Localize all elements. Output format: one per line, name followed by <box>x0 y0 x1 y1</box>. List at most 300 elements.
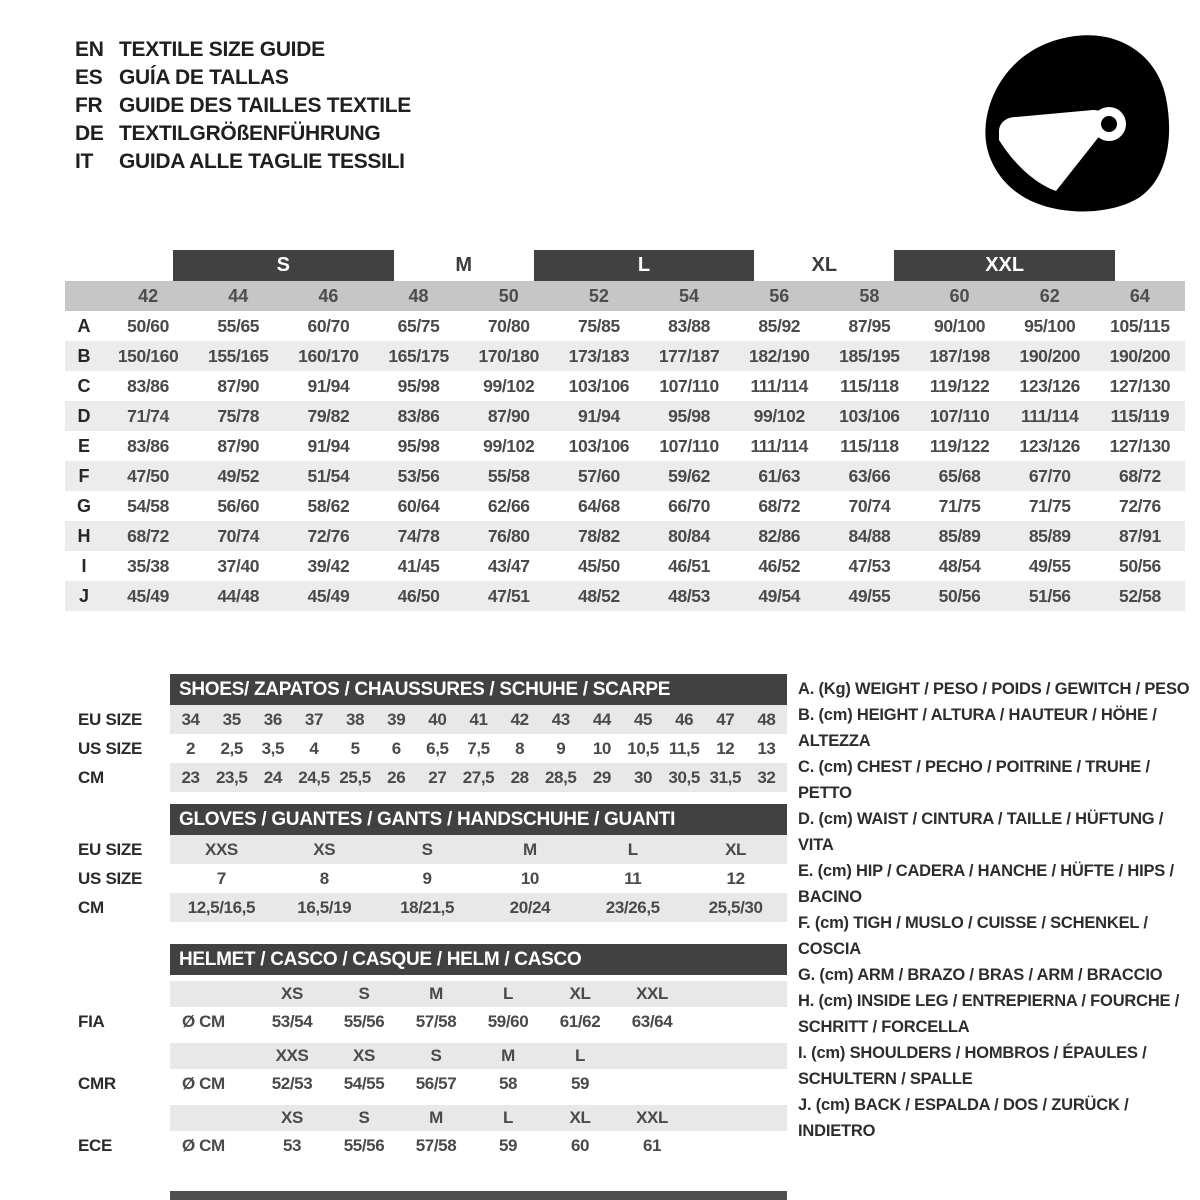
measurement-value: 65/75 <box>397 315 440 336</box>
measurement-value: 51/56 <box>1028 585 1071 606</box>
size-value: 4 <box>309 738 319 758</box>
size-value: 44 <box>592 709 611 729</box>
size-value: 12 <box>726 868 745 888</box>
size-value: 37 <box>304 709 324 729</box>
size-value: 18/21,5 <box>400 897 455 917</box>
legend-item: G. (cm) ARM / BRAZO / BRAS / ARM / BRACCIO <box>798 966 1163 984</box>
measurement-value: 45/49 <box>127 585 169 606</box>
size-value: 6,5 <box>426 738 449 758</box>
measurement-value: 47/50 <box>127 465 169 486</box>
helmet-size-label: S <box>358 984 370 1003</box>
measurement-value: 95/98 <box>668 405 710 426</box>
helmet-size-label: M <box>429 984 443 1003</box>
size-value: 7,5 <box>467 738 490 758</box>
gloves-section-title: GLOVES / GUANTES / GANTS / HANDSCHUHE / GUANTI <box>170 804 787 835</box>
size-value: 43 <box>551 709 570 729</box>
size-value: 27,5 <box>462 767 495 787</box>
guide-title: GUÍA DE TALLAS <box>119 66 289 89</box>
shoes-section-title: SHOES/ ZAPATOS / CHAUSSURES / SCHUHE / SCARPE <box>170 674 787 705</box>
legend-item: A. (Kg) WEIGHT / PESO / POIDS / GEWITCH / PESO <box>798 680 1190 698</box>
measurement-value: 155/165 <box>208 345 269 366</box>
section-title-row <box>60 804 790 835</box>
row-values <box>170 705 787 734</box>
measurement-value: 119/122 <box>929 375 990 396</box>
size-number: 48 <box>408 285 429 306</box>
measurement-value: 46/50 <box>397 585 440 606</box>
measurement-value: 95/100 <box>1024 315 1076 336</box>
measurement-value: 87/90 <box>217 375 260 396</box>
measurement-value: 95/98 <box>397 375 440 396</box>
size-value: 10 <box>592 738 611 758</box>
measurement-value: 49/55 <box>848 585 891 606</box>
helmet-section-title: HELMET / CASCO / CASQUE / HELM / CASCO <box>170 944 787 975</box>
measurement-value: 103/106 <box>568 375 630 396</box>
measurement-value: 72/76 <box>1119 495 1161 516</box>
measurement-value: 59/62 <box>668 465 710 486</box>
measurement-value: 160/170 <box>298 345 359 366</box>
legend-item: B. (cm) HEIGHT / ALTURA / HAUTEUR / HÖHE / ALTEZZA <box>798 706 1157 750</box>
measurement-value: 182/190 <box>749 345 810 366</box>
helmet-size-label: L <box>503 1108 513 1127</box>
helmet-size-value: 59 <box>570 1074 590 1093</box>
measurement-value: 58/62 <box>307 495 350 516</box>
measurement-value: 55/65 <box>217 315 260 336</box>
measurement-value: 173/183 <box>568 345 630 366</box>
measurement-value: 107/110 <box>929 405 990 426</box>
row-letter: I <box>81 555 87 576</box>
size-number: 52 <box>588 285 609 306</box>
table-row <box>60 734 790 763</box>
measurement-value: 79/82 <box>307 405 350 426</box>
size-group-row <box>65 250 1185 281</box>
helmet-size-label: XL <box>569 984 591 1003</box>
size-value: 31,5 <box>709 767 742 787</box>
shoes-size-table <box>60 674 790 792</box>
measurement-value: 80/84 <box>668 525 710 546</box>
language-title-row <box>75 120 411 148</box>
size-number: 54 <box>679 285 700 306</box>
size-group-s: S <box>173 250 393 281</box>
helmet-size-value: 56/57 <box>415 1074 457 1093</box>
size-value: M <box>523 839 537 859</box>
measurement-value: 78/82 <box>578 525 620 546</box>
size-value: 9 <box>422 868 432 888</box>
measurement-value: 56/60 <box>217 495 260 516</box>
gloves-size-table <box>60 804 790 922</box>
measurement-value: 52/58 <box>1119 585 1161 606</box>
measurement-value: 63/66 <box>848 465 891 486</box>
size-value: 34 <box>181 709 200 729</box>
size-group-m: M <box>455 254 472 276</box>
size-number: 60 <box>949 285 970 306</box>
size-number: 58 <box>859 285 880 306</box>
table-row <box>60 763 790 792</box>
size-value: 30,5 <box>668 767 700 787</box>
measurement-value: 48/54 <box>938 555 981 576</box>
row-letter: A <box>77 315 91 336</box>
measurement-value: 85/89 <box>938 525 981 546</box>
unit-spacer <box>170 981 256 1007</box>
size-value: 36 <box>263 709 282 729</box>
helmet-size-label: XXL <box>636 1108 668 1127</box>
row-values <box>170 734 787 763</box>
measurement-value: 170/180 <box>478 345 539 366</box>
helmet-size-value: 55/56 <box>343 1136 385 1155</box>
diameter-unit: Ø CM <box>182 1074 225 1093</box>
table-row <box>60 893 790 922</box>
table-row <box>60 705 790 734</box>
measurement-value: 187/198 <box>929 345 990 366</box>
size-value: 6 <box>391 738 401 758</box>
measurement-value: 47/53 <box>848 555 891 576</box>
row-letter-spacer <box>65 281 103 311</box>
size-group-xxl: XXL <box>894 250 1114 281</box>
size-value: 46 <box>675 709 694 729</box>
language-title-list <box>75 36 411 176</box>
size-value: 2 <box>186 738 196 758</box>
measurement-value: 71/74 <box>127 405 169 426</box>
label-spacer <box>60 944 170 975</box>
guide-title: GUIDE DES TAILLES TEXTILE <box>119 94 411 117</box>
measurement-row-c <box>65 371 1185 401</box>
measurement-value: 99/102 <box>753 405 805 426</box>
measurement-value: 50/60 <box>127 315 169 336</box>
measurement-value: 165/175 <box>388 345 449 366</box>
size-number: 56 <box>769 285 790 306</box>
size-number: 64 <box>1129 285 1150 306</box>
measurement-value: 53/56 <box>397 465 440 486</box>
label-spacer <box>60 981 170 1007</box>
size-value: XS <box>313 839 336 859</box>
measurement-value: 91/94 <box>578 405 620 426</box>
size-group-l: L <box>534 250 754 281</box>
size-value: 39 <box>387 709 406 729</box>
measurement-value: 43/47 <box>487 555 530 576</box>
language-code: IT <box>75 150 94 173</box>
measurement-value: 35/38 <box>127 555 169 576</box>
measurement-value: 99/102 <box>483 435 535 456</box>
row-letter: B <box>77 345 91 366</box>
measurement-value: 45/49 <box>307 585 350 606</box>
label-spacer <box>60 674 170 705</box>
textile-size-table <box>65 250 1185 611</box>
measurement-value: 39/42 <box>307 555 350 576</box>
size-value: 12 <box>716 738 735 758</box>
helmet-size-value: 54/55 <box>343 1074 385 1093</box>
measurement-value: 46/51 <box>668 555 710 576</box>
language-title-row <box>75 64 411 92</box>
standard-label-cmr: CMR <box>78 1074 116 1093</box>
measurement-value: 83/86 <box>127 435 169 456</box>
measurement-value: 115/119 <box>1110 405 1170 426</box>
row-values <box>170 835 787 864</box>
size-value: 3,5 <box>261 738 285 758</box>
measurement-value: 115/118 <box>840 375 899 396</box>
helmet-sizes-row <box>60 1043 790 1069</box>
helmet-size-label: XS <box>281 1108 303 1127</box>
size-number-row <box>65 281 1185 311</box>
helmet-size-value: 59/60 <box>487 1012 529 1031</box>
size-value: 16,5/19 <box>297 897 352 917</box>
size-value: 26 <box>387 767 406 787</box>
helmet-values <box>170 1007 787 1037</box>
size-value: 25,5/30 <box>708 897 763 917</box>
size-value: 40 <box>428 709 447 729</box>
measurement-value: 111/114 <box>750 375 809 396</box>
size-value: 23/26,5 <box>605 897 660 917</box>
measurement-rows <box>65 311 1185 611</box>
row-values <box>170 864 787 893</box>
size-value: XL <box>725 839 747 859</box>
helmet-values-row <box>60 1069 790 1099</box>
size-value: 48 <box>757 709 776 729</box>
measurement-value: 87/90 <box>487 405 530 426</box>
unit-spacer <box>170 1105 256 1131</box>
measurement-value: 83/86 <box>397 405 440 426</box>
helmet-values-row <box>60 1007 790 1037</box>
measurement-legend <box>798 676 1196 1144</box>
helmet-size-label: M <box>429 1108 443 1127</box>
guide-title: TEXTILGRÖßENFÜHRUNG <box>119 122 381 145</box>
measurement-value: 50/56 <box>938 585 981 606</box>
standard-label-ece: ECE <box>78 1136 113 1155</box>
measurement-value: 57/60 <box>578 465 620 486</box>
size-value: 12,5/16,5 <box>187 897 256 917</box>
measurement-row-i <box>65 551 1185 581</box>
measurement-value: 67/70 <box>1028 465 1071 486</box>
helmet-values <box>170 1131 787 1161</box>
language-title-row <box>75 148 411 176</box>
size-value: 2,5 <box>220 738 243 758</box>
size-value: 27 <box>428 767 447 787</box>
helmet-size-value: 59 <box>498 1136 518 1155</box>
measurement-row-e <box>65 431 1185 461</box>
helmet-size-label: L <box>503 984 513 1003</box>
measurement-value: 76/80 <box>487 525 530 546</box>
measurement-value: 54/58 <box>127 495 169 516</box>
size-value: 10,5 <box>627 738 659 758</box>
size-value: 24 <box>263 767 282 787</box>
size-number: 42 <box>138 285 159 306</box>
size-value: 42 <box>510 709 529 729</box>
helmet-size-label: XXL <box>636 984 668 1003</box>
label-spacer <box>60 1105 170 1131</box>
size-value: 47 <box>716 709 735 729</box>
measurement-value: 70/80 <box>487 315 530 336</box>
size-value: 29 <box>592 767 611 787</box>
row-letter: E <box>77 435 90 456</box>
helmet-size-label: XXS <box>275 1046 309 1065</box>
size-value: XXS <box>205 839 238 859</box>
language-code: FR <box>75 94 103 117</box>
size-value: 20/24 <box>509 897 551 917</box>
legend-item: I. (cm) SHOULDERS / HOMBROS / ÉPAULES / SCHULTERN / SPALLE <box>798 1044 1147 1088</box>
size-value: 35 <box>222 709 241 729</box>
measurement-value: 61/63 <box>758 465 801 486</box>
measurement-value: 190/200 <box>1109 345 1171 366</box>
helmet-size-value: 57/58 <box>415 1012 457 1031</box>
cutoff-section-bar <box>170 1191 787 1200</box>
measurement-row-g <box>65 491 1185 521</box>
row-letter: D <box>77 405 91 426</box>
measurement-value: 99/102 <box>483 375 535 396</box>
measurement-value: 127/130 <box>1109 375 1171 396</box>
row-letter: C <box>77 375 91 396</box>
measurement-value: 70/74 <box>848 495 891 516</box>
measurement-value: 71/75 <box>938 495 981 516</box>
helmet-size-value: 58 <box>498 1074 518 1093</box>
helmet-size-label: S <box>358 1108 370 1127</box>
measurement-value: 115/118 <box>840 435 899 456</box>
diameter-unit: Ø CM <box>182 1012 225 1031</box>
legend-item: F. (cm) TIGH / MUSLO / CUISSE / SCHENKEL / COSCIA <box>798 914 1148 958</box>
size-value: 8 <box>515 738 525 758</box>
size-value: L <box>627 839 638 859</box>
measurement-value: 111/114 <box>1020 405 1079 426</box>
legend-item: C. (cm) CHEST / PECHO / POITRINE / TRUHE / PETTO <box>798 758 1150 802</box>
measurement-value: 72/76 <box>307 525 350 546</box>
size-value: 38 <box>346 709 365 729</box>
measurement-value: 60/70 <box>307 315 350 336</box>
helmet-size-value: 57/58 <box>415 1136 457 1155</box>
measurement-value: 177/187 <box>658 345 720 366</box>
legend-item: J. (cm) BACK / ESPALDA / DOS / ZURÜCK / INDIETRO <box>798 1096 1129 1140</box>
helmet-sizes-row <box>60 1105 790 1131</box>
helmet-size-value: 61/62 <box>559 1012 601 1031</box>
measurement-value: 37/40 <box>217 555 260 576</box>
size-value: 5 <box>350 738 360 758</box>
measurement-value: 74/78 <box>397 525 440 546</box>
helmet-values-row <box>60 1131 790 1161</box>
legend-item: D. (cm) WAIST / CINTURA / TAILLE / HÜFTUNG / VITA <box>798 810 1164 854</box>
measurement-row-h <box>65 521 1185 551</box>
row-label: EU SIZE <box>78 839 143 859</box>
measurement-value: 87/95 <box>848 315 891 336</box>
helmet-size-value: 63/64 <box>631 1012 673 1031</box>
language-title-row <box>75 92 411 120</box>
racing-helmet-icon <box>978 30 1178 215</box>
section-title-row <box>60 674 790 705</box>
size-value: 11,5 <box>668 738 700 758</box>
measurement-row-d <box>65 401 1185 431</box>
measurement-value: 150/160 <box>117 345 179 366</box>
helmet-sizes <box>170 981 787 1007</box>
measurement-value: 105/115 <box>1110 315 1170 336</box>
size-number: 44 <box>228 285 249 306</box>
measurement-value: 71/75 <box>1028 495 1071 516</box>
helmet-size-value: 61 <box>642 1136 662 1155</box>
legend-item: E. (cm) HIP / CADERA / HANCHE / HÜFTE / HIPS / BACINO <box>798 862 1174 906</box>
size-value: 24,5 <box>298 767 330 787</box>
measurement-value: 44/48 <box>217 585 260 606</box>
measurement-row-f <box>65 461 1185 491</box>
size-value: 28 <box>510 767 529 787</box>
size-value: 30 <box>633 767 653 787</box>
measurement-value: 51/54 <box>307 465 350 486</box>
row-label: US SIZE <box>78 868 143 888</box>
language-code: DE <box>75 122 104 145</box>
measurement-value: 107/110 <box>659 435 719 456</box>
measurement-value: 49/52 <box>217 465 260 486</box>
measurement-value: 87/91 <box>1119 525 1161 546</box>
measurement-value: 62/66 <box>487 495 530 516</box>
size-number: 50 <box>498 285 519 306</box>
measurement-value: 68/72 <box>127 525 169 546</box>
size-value: 28,5 <box>545 767 577 787</box>
helmet-size-value: 52/53 <box>271 1074 313 1093</box>
measurement-value: 85/92 <box>758 315 801 336</box>
measurement-value: 185/195 <box>839 345 900 366</box>
size-value: 32 <box>757 767 776 787</box>
measurement-value: 49/54 <box>758 585 801 606</box>
size-number: 46 <box>318 285 339 306</box>
label-spacer <box>60 804 170 835</box>
size-group-xl: XL <box>811 254 838 276</box>
row-values <box>170 763 787 792</box>
size-value: 25,5 <box>339 767 371 787</box>
size-value: 13 <box>757 738 776 758</box>
size-value: 41 <box>469 709 488 729</box>
measurement-value: 190/200 <box>1019 345 1080 366</box>
measurement-value: 75/85 <box>578 315 620 336</box>
row-letter: G <box>76 495 91 516</box>
size-value: S <box>421 839 433 859</box>
measurement-value: 123/126 <box>1019 375 1080 396</box>
measurement-row-b <box>65 341 1185 371</box>
helmet-size-table <box>60 944 790 1161</box>
measurement-value: 91/94 <box>307 375 350 396</box>
size-value: 7 <box>216 868 226 888</box>
helmet-sizes <box>170 1043 787 1069</box>
measurement-value: 91/94 <box>307 435 350 456</box>
measurement-value: 65/68 <box>938 465 981 486</box>
helmet-size-label: XS <box>353 1046 375 1065</box>
helmet-size-value: 60 <box>570 1136 590 1155</box>
legend-item: H. (cm) INSIDE LEG / ENTREPIERNA / FOURCHE / SCHRITT / FORCELLA <box>798 992 1180 1036</box>
measurement-row-a <box>65 311 1185 341</box>
measurement-value: 68/72 <box>758 495 801 516</box>
measurement-value: 84/88 <box>848 525 891 546</box>
guide-title: GUIDA ALLE TAGLIE TESSILI <box>119 150 405 173</box>
measurement-value: 75/78 <box>217 405 260 426</box>
language-title-row <box>75 36 411 64</box>
helmet-size-label: L <box>575 1046 585 1065</box>
measurement-value: 123/126 <box>1019 435 1080 456</box>
row-letter: H <box>77 525 91 546</box>
helmet-sizes <box>170 1105 787 1131</box>
language-code: ES <box>75 66 103 89</box>
measurement-value: 82/86 <box>758 525 801 546</box>
measurement-value: 83/86 <box>127 375 169 396</box>
row-values <box>170 893 787 922</box>
language-code: EN <box>75 38 104 61</box>
size-value: 23 <box>181 767 200 787</box>
size-number: 62 <box>1039 285 1060 306</box>
measurement-value: 47/51 <box>487 585 530 606</box>
table-row <box>60 864 790 893</box>
size-value: 23,5 <box>215 767 248 787</box>
diameter-unit: Ø CM <box>182 1136 225 1155</box>
measurement-value: 48/52 <box>578 585 620 606</box>
standard-label-fia: FIA <box>78 1012 105 1031</box>
unit-spacer <box>170 1043 256 1069</box>
size-value: 10 <box>520 868 539 888</box>
measurement-value: 45/50 <box>578 555 620 576</box>
measurement-value: 60/64 <box>397 495 440 516</box>
measurement-value: 46/52 <box>758 555 801 576</box>
helmet-size-value: 55/56 <box>343 1012 385 1031</box>
measurement-value: 127/130 <box>1109 435 1171 456</box>
